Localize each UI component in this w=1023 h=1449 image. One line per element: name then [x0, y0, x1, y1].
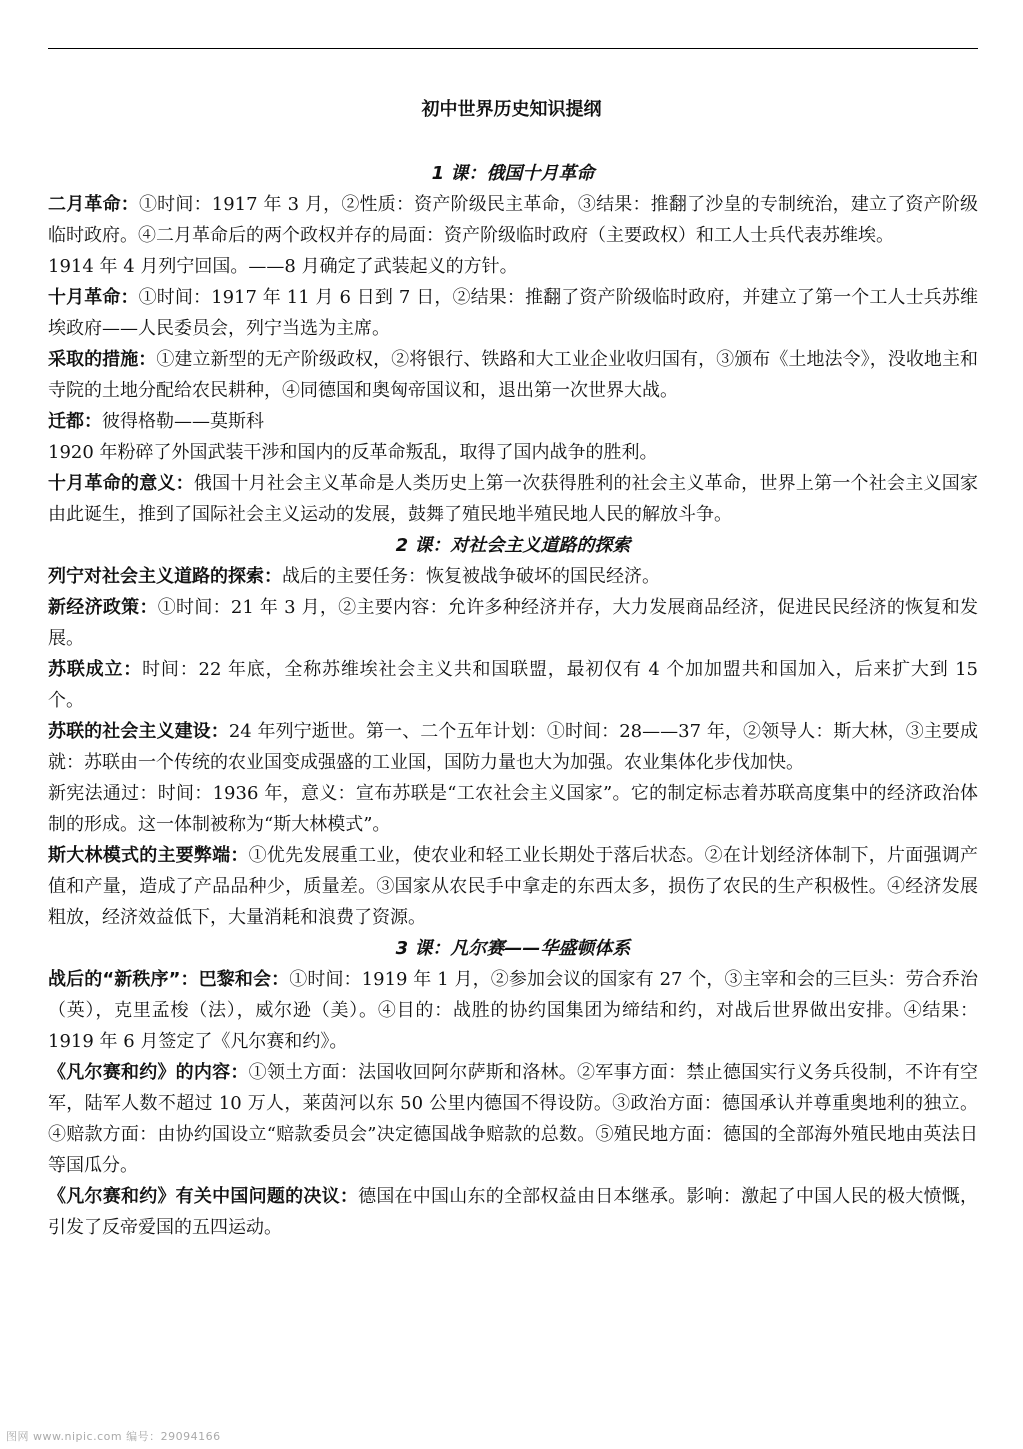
paragraph-text: 1920 年粉碎了外国武装干涉和国内的反革命叛乱，取得了国内战争的胜利。: [48, 442, 658, 463]
paragraph-label: 《凡尔赛和约》有关中国问题的决议：: [48, 1186, 359, 1207]
paragraph-text: ①时间：1917 年 3 月，②性质：资产阶级民主革命，③结果：推翻了沙皇的专制统治，建立了资产阶级临时政府。④二月革命后的两个政权并存的局面：资产阶级临时政府（主要政权）和工人士兵代表苏维埃。: [48, 194, 979, 246]
paragraph-text: 新宪法通过：时间：1936 年，意义：宣布苏联是“工农社会主义国家”。它的制定标志着苏联高度集中的经济政治体制的形成。这一体制被称为“斯大林模式”。: [48, 783, 978, 835]
paragraph-text: ①时间：21 年 3 月，②主要内容：允许多种经济并存，大力发展商品经济，促进民民经济的恢复和发展。: [48, 597, 978, 649]
paragraph: [48, 437, 978, 468]
lesson-heading: 2 课：对社会主义道路的探索: [395, 535, 631, 556]
paragraph-text: ①时间：1919 年 1 月，②参加会议的国家有 27 个，③主宰和会的三巨头：劳合乔治（英），克里孟梭（法），威尔逊（美）。④目的：战胜的协约国集团为缔结和约，对战后世界做出安排。④结果：1919 年 6 月签定了《凡尔赛和约》。: [48, 969, 978, 1052]
paragraph-label: 采取的措施：: [48, 349, 157, 370]
paragraph-text: 战后的主要任务：恢复被战争破坏的国民经济。: [282, 566, 660, 587]
paragraph-label: 二月革命：: [48, 194, 139, 215]
paragraph-label: 十月革命：: [48, 287, 139, 308]
paragraph: [48, 964, 978, 1057]
paragraph-label: 列宁对社会主义道路的探索：: [48, 566, 282, 587]
paragraph-text: ①优先发展重工业，使农业和轻工业长期处于落后状态。②在计划经济体制下，片面强调产值和产量，造成了产品品种少，质量差。③国家从农民手中拿走的东西太多，损伤了农民的生产积极性。④经济发展粗放，经济效益低下，大量消耗和浪费了资源。: [48, 845, 978, 928]
header-rule: [48, 48, 978, 49]
paragraph-text: ①领土方面：法国收回阿尔萨斯和洛林。②军事方面：禁止德国实行义务兵役制，不许有空军，陆军人数不超过 10 万人，莱茵河以东 50 公里内德国不得设防。③政治方面：德国承认并尊重奥地利的独立。④赔款方面：由协约国设立“赔款委员会”决定德国战争赔款的总数。⑤殖民地方面：德国的全部海外殖民地由英法日等国瓜分。: [48, 1062, 978, 1176]
paragraph-text: 24 年列宁逝世。第一、二个五年计划：①时间：28——37 年，②领导人：斯大林，③主要成就：苏联由一个传统的农业国变成强盛的工业国，国防力量也大为加强。农业集体化步伐加快。: [48, 721, 979, 773]
paragraph-text: ①建立新型的无产阶级政权，②将银行、铁路和大工业企业收归国有，③颁布《土地法令》，没收地主和寺院的土地分配给农民耕种，④同德国和奥匈帝国议和，退出第一次世界大战。: [48, 349, 979, 401]
watermark: 图网 www.nipic.com 编号：29094166: [6, 1430, 221, 1443]
paragraph-text: 1914 年 4 月列宁回国。——8 月确定了武装起义的方针。: [48, 256, 518, 277]
lesson-heading: 3 课：凡尔赛——华盛顿体系: [395, 938, 631, 959]
document-title: 初中世界历史知识提纲: [421, 99, 602, 120]
paragraph: [48, 344, 978, 406]
paragraph-label: 战后的“新秩序”：巴黎和会：: [48, 969, 290, 990]
paragraph-label: 苏联成立：: [48, 659, 143, 680]
paragraph: [48, 840, 978, 933]
paragraph-label: 苏联的社会主义建设：: [48, 721, 229, 742]
paragraph: [48, 406, 978, 437]
paragraph: [48, 716, 978, 778]
paragraph-label: 斯大林模式的主要弊端：: [48, 845, 249, 866]
paragraph: [48, 592, 978, 654]
paragraph-text: 时间：22 年底，全称苏维埃社会主义共和国联盟，最初仅有 4 个加加盟共和国加入，后来扩大到 15 个。: [48, 659, 978, 711]
paragraph: [48, 468, 978, 530]
paragraph-text: 彼得格勒——莫斯科: [102, 411, 264, 432]
paragraph: [48, 654, 978, 716]
paragraph-label: 迁都：: [48, 411, 102, 432]
lesson-heading: 1 课：俄国十月革命: [431, 163, 595, 184]
paragraph: [48, 282, 978, 344]
paragraph: [48, 1181, 978, 1243]
paragraph-text: 德国在中国山东的全部权益由日本继承。影响：激起了中国人民的极大愤慨，引发了反帝爱国的五四运动。: [48, 1186, 978, 1238]
paragraph-text: ①时间：1917 年 11 月 6 日到 7 日，②结果：推翻了资产阶级临时政府，并建立了第一个工人士兵苏维埃政府——人民委员会，列宁当选为主席。: [48, 287, 979, 339]
paragraph: [48, 251, 978, 282]
paragraph: [48, 778, 978, 840]
paragraph: [48, 189, 978, 251]
document-body: [48, 158, 978, 1243]
paragraph-label: 十月革命的意义：: [48, 473, 194, 494]
paragraph: [48, 1057, 978, 1181]
paragraph-label: 《凡尔赛和约》的内容：: [48, 1062, 249, 1083]
paragraph: [48, 561, 978, 592]
paragraph-text: 俄国十月社会主义革命是人类历史上第一次获得胜利的社会主义革命，世界上第一个社会主义国家由此诞生，推到了国际社会主义运动的发展，鼓舞了殖民地半殖民地人民的解放斗争。: [48, 473, 978, 525]
paragraph-label: 新经济政策：: [48, 597, 158, 618]
